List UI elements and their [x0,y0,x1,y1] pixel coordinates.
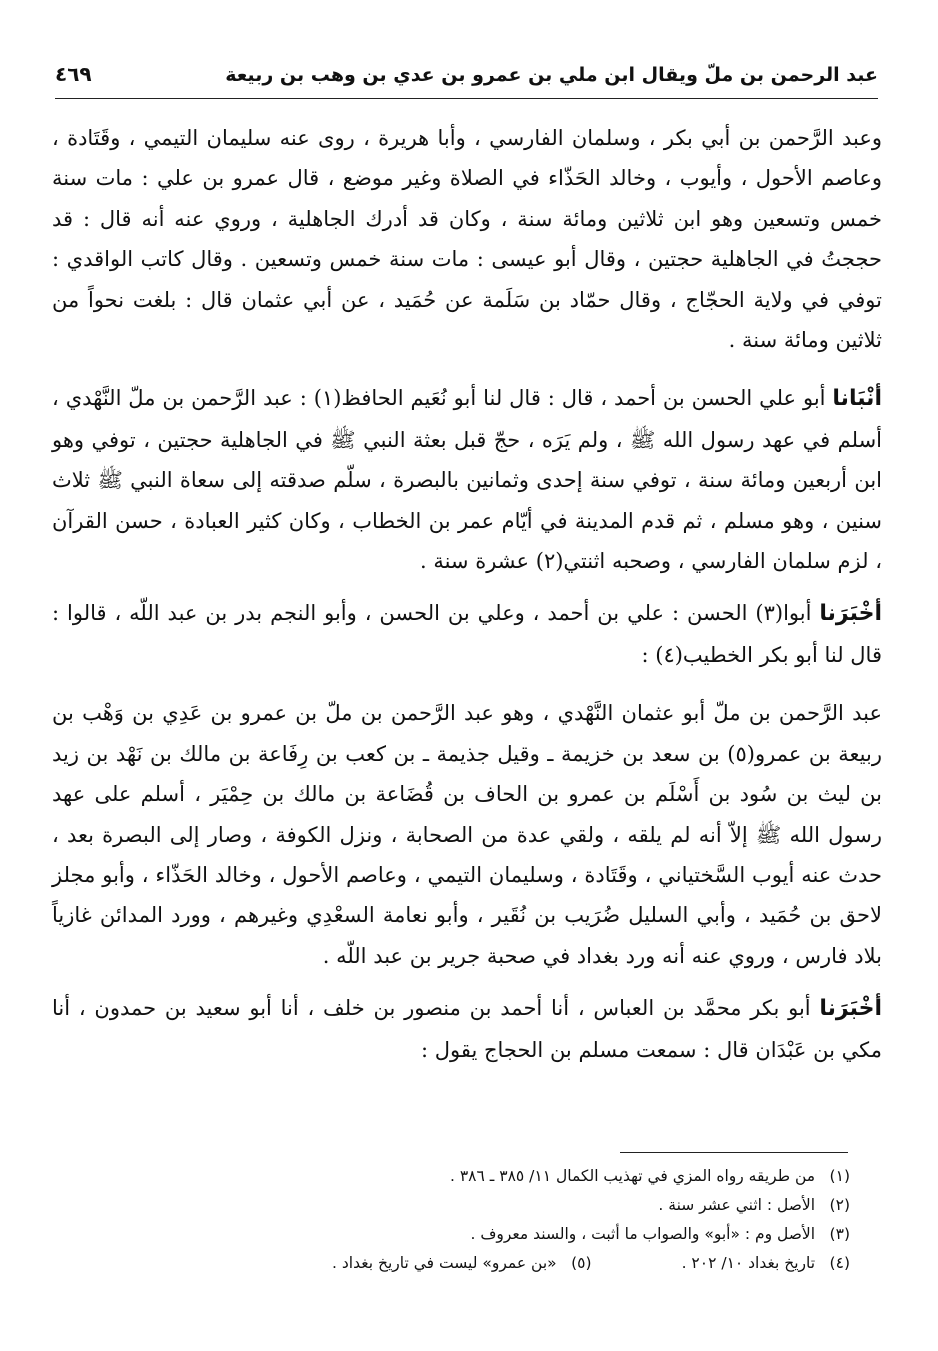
isnad-lead-word: أخْبَرَنا [819,996,882,1022]
paragraph [52,378,882,581]
footnotes [60,1162,850,1278]
running-title: عبد الرحمن بن ملّ ويقال ابن ملي بن عمرو بن عدي بن وهب بن ربيعة [225,64,878,86]
footnote-text: الأصل : اثني عشر سنة . [658,1196,816,1214]
footnote [682,1249,850,1278]
footnote-number: (٣) [829,1225,850,1243]
paragraph-text: أبو بكر محمَّد بن العباس ، أنا أحمد بن منصور بن خلف ، أنا أبو سعيد بن حمدون ، أنا مكي بن عَبْدَان قال : سمعت مسلم بن الحجاج يقول : [52,996,882,1062]
footnote-row [60,1162,850,1191]
isnad-lead-word: أنْبَانا [832,386,882,412]
footnote-row [60,1220,850,1249]
paragraph [52,988,882,1070]
paragraph-text: وعبد الرَّحمن بن أبي بكر ، وسلمان الفارسي ، وأبا هريرة ، روى عنه سليمان التيمي ، وقَتَادة ، وعاصم الأحول ، وأيوب ، وخالد الحَذّاء في الصلاة وغير موضع ، قال عمرو بن علي : مات سنة خمس وتسعين وهو ابن ثلاثين ومائة سنة ، وكان قد أدرك الجاهلية ، وروي عنه أنه قال : قد حججتُ في الجاهلية حجتين ، وقال أبو عيسى : مات سنة خمس وتسعين . وقال كاتب الواقدي : توفي في ولاية الحجّاج ، وقال حمّاد بن سَلَمة عن حُمَيد ، عن أبي عثمان قال : بلغت نحواً من ثلاثين ومائة سنة . [52,126,882,353]
footnote-number: (٢) [829,1196,850,1214]
footnote [450,1162,850,1191]
paragraph [52,593,882,675]
footnote-row [60,1249,850,1278]
footnote-separator [620,1152,848,1153]
footnote [332,1249,592,1278]
footnote-row [60,1191,850,1220]
paragraph-text: أبو علي الحسن بن أحمد ، قال : قال لنا أبو نُعَيم الحافظ(١) : عبد الرَّحمن بن ملّ النَّهْدي ، أسلم في عهد رسول الله ﷺ ، ولم يَرَه ، حجّ قبل بعثة النبي ﷺ في الجاهلية حجتين ، توفي وهو ابن أربعين ومائة سنة ، توفي سنة إحدى وثمانين بالبصرة ، سلّم صدقته إلى سعاة النبي ﷺ ثلاث سنين ، وهو مسلم ، ثم قدم المدينة في أيّام عمر بن الخطاب ، وكان كثير العبادة ، حسن القرآن ، لزم سلمان الفارسي ، وصحبه اثنتي(٢) عشرة سنة . [52,386,882,574]
page-number: ٤٦٩ [55,62,92,86]
paragraph [52,118,882,360]
main-text [52,118,882,1082]
footnote [658,1191,850,1220]
paragraph-text: أبوا(٣) الحسن : علي بن أحمد ، وعلي بن الحسن ، وأبو النجم بدر بن عبد اللّه ، قالوا : قال لنا أبو بكر الخطيب(٤) : [52,601,882,667]
footnote [470,1220,850,1249]
footnote-text: تاريخ بغداد ١٠/ ٢٠٢ . [681,1254,816,1272]
isnad-lead-word: أخْبَرَنا [819,601,882,627]
footnote-number: (١) [829,1167,850,1185]
footnote-text: «بن عمرو» ليست في تاريخ بغداد . [332,1254,557,1272]
footnote-number: (٥) [571,1254,592,1272]
page-header [55,58,878,99]
footnote-text: الأصل وم : «أبو» والصواب ما أثبت ، والسند معروف . [470,1225,816,1243]
paragraph-text: عبد الرَّحمن بن ملّ أبو عثمان النَّهْدي ، وهو عبد الرَّحمن بن ملّ بن عمرو بن عَدِي بن وَهْب بن ربيعة بن عمرو(٥) بن سعد بن خزيمة ـ وقيل جذيمة ـ بن كعب بن رِفَاعة بن مالك بن نَهْد بن زيد بن ليث بن سُود بن أَسْلَم بن عمرو بن الحاف بن قُضَاعة بن مالك بن حِمْيَر ، أسلم على عهد رسول الله ﷺ إلاّ أنه لم يلقه ، ولقي عدة من الصحابة ، ونزل الكوفة ، وصار إلى البصرة بعد ، حدث عنه أيوب السَّختياني ، وقَتَادة ، وسليمان التيمي ، وعاصم الأحول ، وخالد الحَذّاء ، وأبو مجلز لاحق بن حُمَيد ، وأبي السليل ضُرَيب بن نُقَير ، وأبو نعامة السعْدِي وغيرهم ، وورد المدائن غازياً بلاد فارس ، وروي عنه أنه ورد بغداد في صحبة جرير بن عبد اللّه . [52,701,882,968]
footnote-text: من طريقه رواه المزي في تهذيب الكمال ١١/ ٣٨٥ ـ ٣٨٦ . [450,1167,816,1185]
footnote-number: (٤) [829,1254,850,1272]
paragraph [52,693,882,976]
